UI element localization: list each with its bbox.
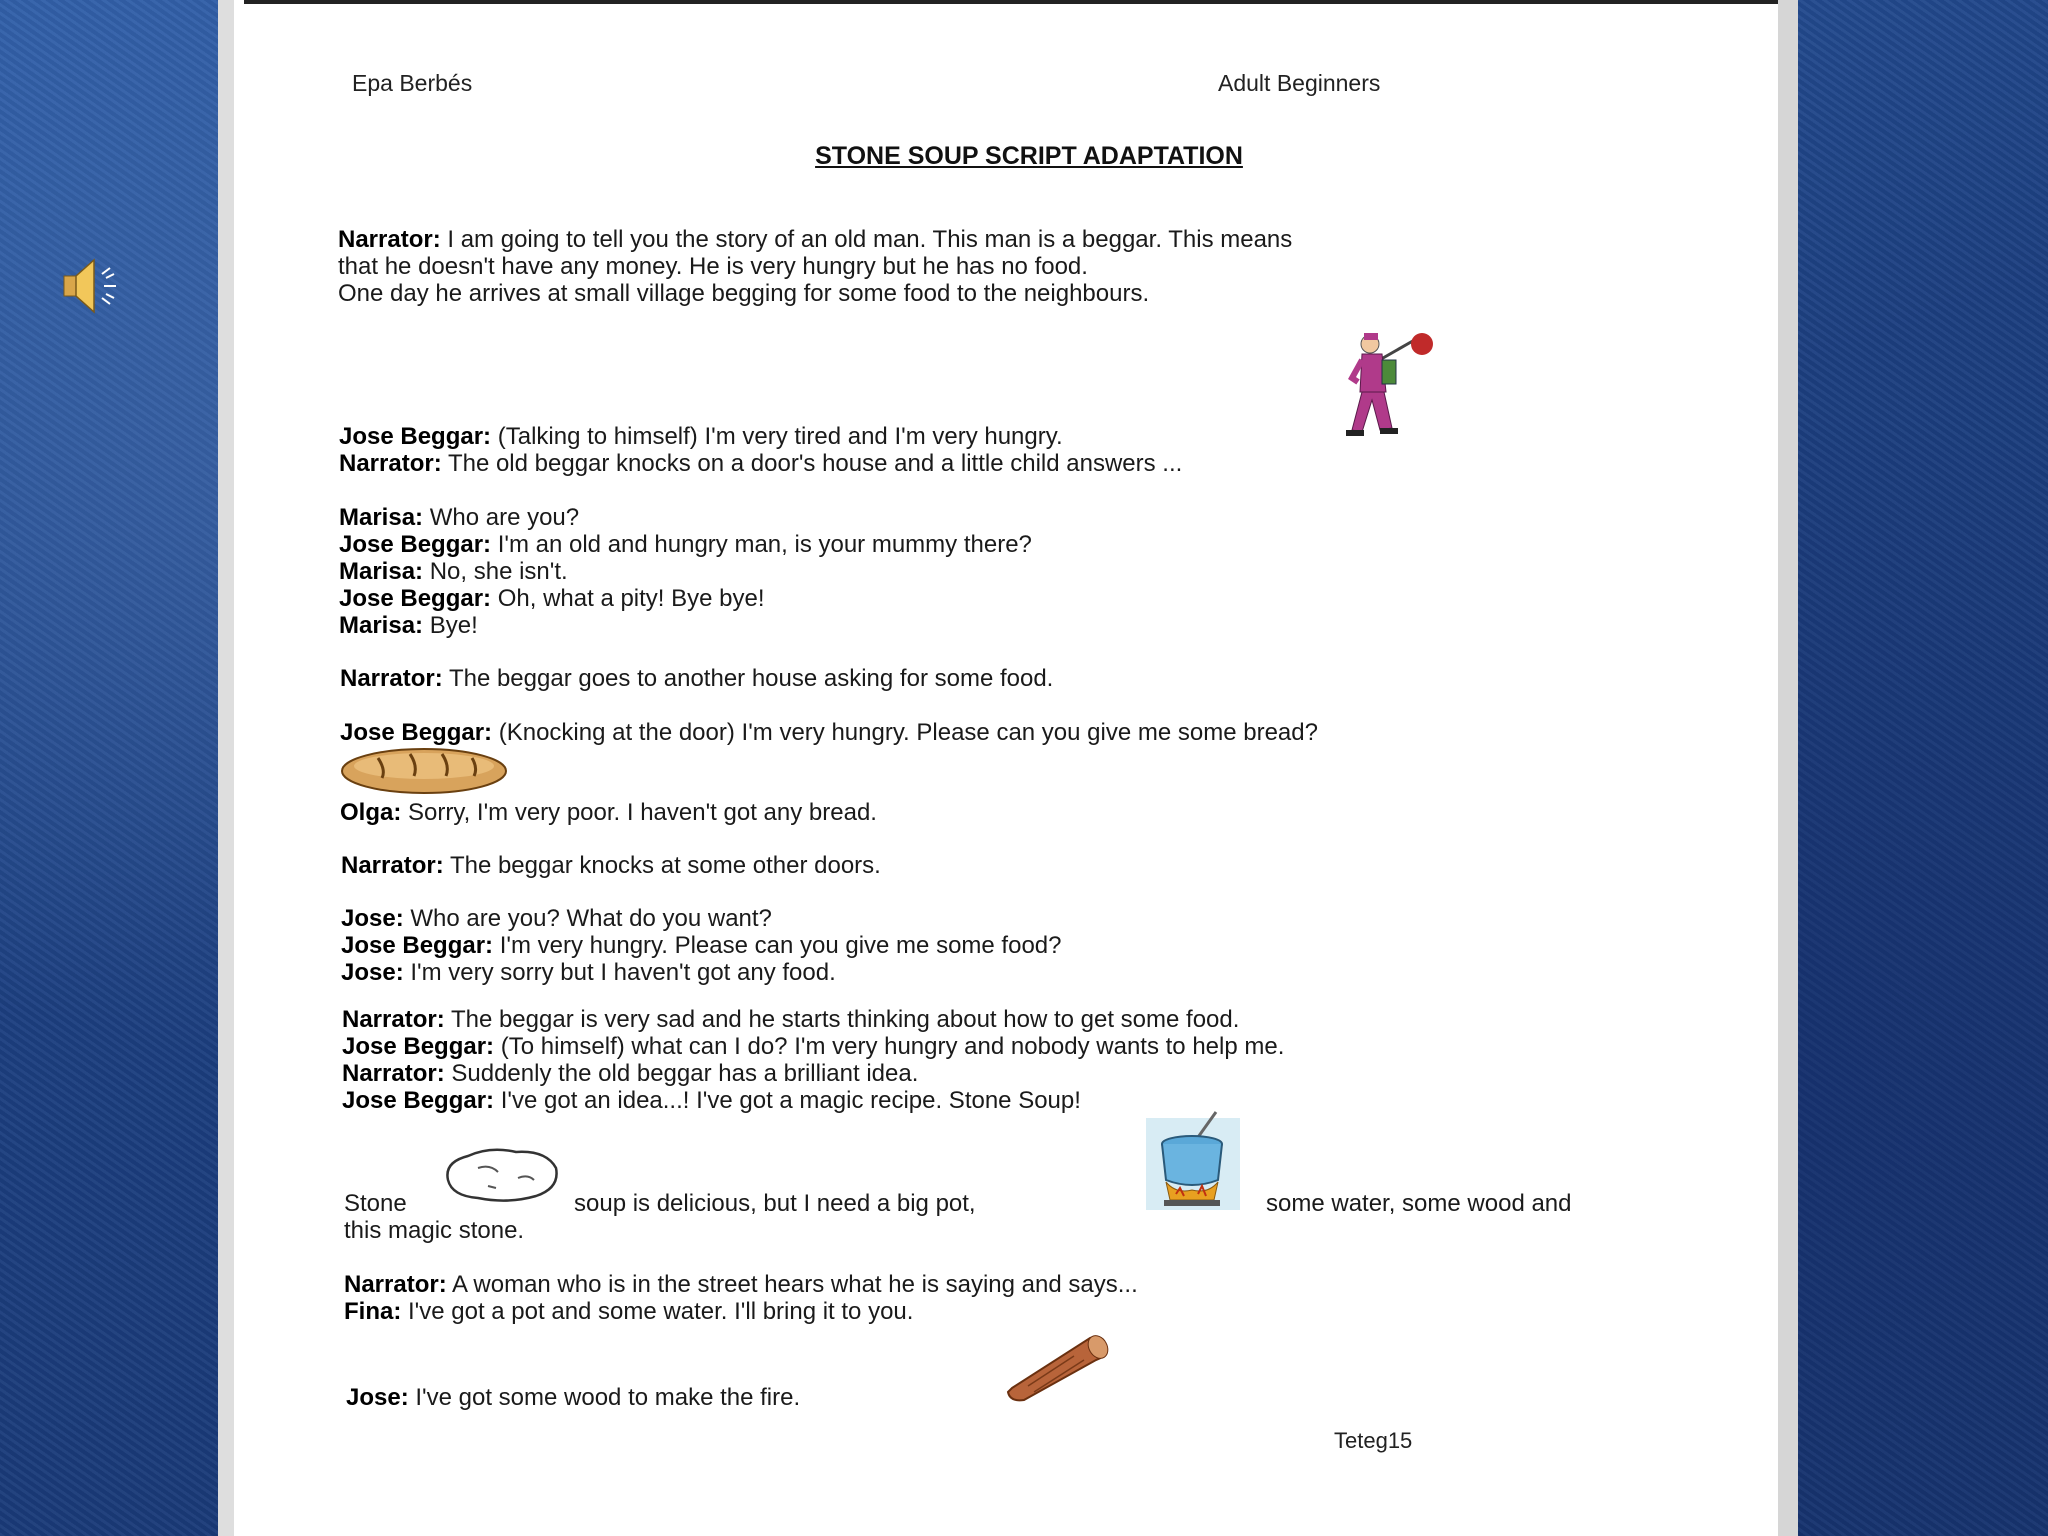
script-line: Jose Beggar: (To himself) what can I do? I'm very hungry and nobody wants to help me. — [342, 1033, 1285, 1060]
wood-log-illustration — [1004, 1330, 1114, 1402]
script-line: Jose Beggar: I'm an old and hungry man, is your mummy there? — [339, 531, 1032, 558]
page-number: Teteg15 — [1334, 1428, 1413, 1453]
script-line: Narrator: The beggar is very sad and he starts thinking about how to get some food. — [342, 1006, 1240, 1033]
beggar-illustration — [1340, 330, 1440, 446]
pot-illustration — [1146, 1110, 1240, 1210]
script-line: Narrator: A woman who is in the street hears what he is saying and says... — [344, 1271, 1138, 1298]
script-line: Fina: I've got a pot and some water. I'll bring it to you. — [344, 1298, 914, 1325]
script-line: Jose Beggar: Oh, what a pity! Bye bye! — [339, 585, 765, 612]
script-line: Jose: I'm very sorry but I haven't got any food. — [341, 959, 836, 986]
script-line: Marisa: Who are you? — [339, 504, 580, 531]
stone-soup-text: soup is delicious, but I need a big pot, — [574, 1190, 976, 1217]
script-line: Jose Beggar: (Knocking at the door) I'm very hungry. Please can you give me some bread? — [340, 719, 1318, 746]
script-line: Jose: I've got some wood to make the fire. — [346, 1384, 801, 1411]
script-line: this magic stone. — [344, 1217, 525, 1244]
script-line: Jose Beggar: (Talking to himself) I'm very tired and I'm very hungry. — [339, 423, 1063, 450]
speaker-icon[interactable] — [62, 254, 132, 318]
document-page — [218, 0, 1798, 1536]
script-line: Narrator: The beggar knocks at some other doors. — [341, 852, 881, 879]
document-title: STONE SOUP SCRIPT ADAPTATION — [815, 142, 1243, 170]
script-line: that he doesn't have any money. He is very hungry but he has no food. — [338, 253, 1088, 280]
script-line: Marisa: No, she isn't. — [339, 558, 568, 585]
script-line: Jose Beggar: I'm very hungry. Please can you give me some food? — [341, 932, 1062, 959]
script-line: Narrator: Suddenly the old beggar has a brilliant idea. — [342, 1060, 919, 1087]
script-line: Narrator: The beggar goes to another house asking for some food. — [340, 665, 1054, 692]
page-top-border — [244, 0, 1778, 4]
stone-soup-text-end: some water, some wood and — [1266, 1190, 1572, 1217]
stone-illustration — [438, 1144, 564, 1206]
script-line: Olga: Sorry, I'm very poor. I haven't got any bread. — [340, 799, 877, 826]
bread-illustration — [338, 744, 510, 796]
author-name: Epa Berbés — [352, 70, 473, 96]
stone-word: Stone — [344, 1190, 407, 1217]
course-level: Adult Beginners — [1218, 70, 1381, 96]
script-line: Jose Beggar: I've got an idea...! I've got a magic recipe. Stone Soup! — [342, 1087, 1081, 1114]
script-line: Narrator: The old beggar knocks on a door's house and a little child answers ... — [339, 450, 1183, 477]
script-line: One day he arrives at small village begging for some food to the neighbours. — [338, 280, 1150, 307]
script-line: Jose: Who are you? What do you want? — [341, 905, 772, 932]
script-line: Marisa: Bye! — [339, 612, 478, 639]
script-line: Narrator: I am going to tell you the story of an old man. This man is a beggar. This means — [338, 226, 1293, 253]
